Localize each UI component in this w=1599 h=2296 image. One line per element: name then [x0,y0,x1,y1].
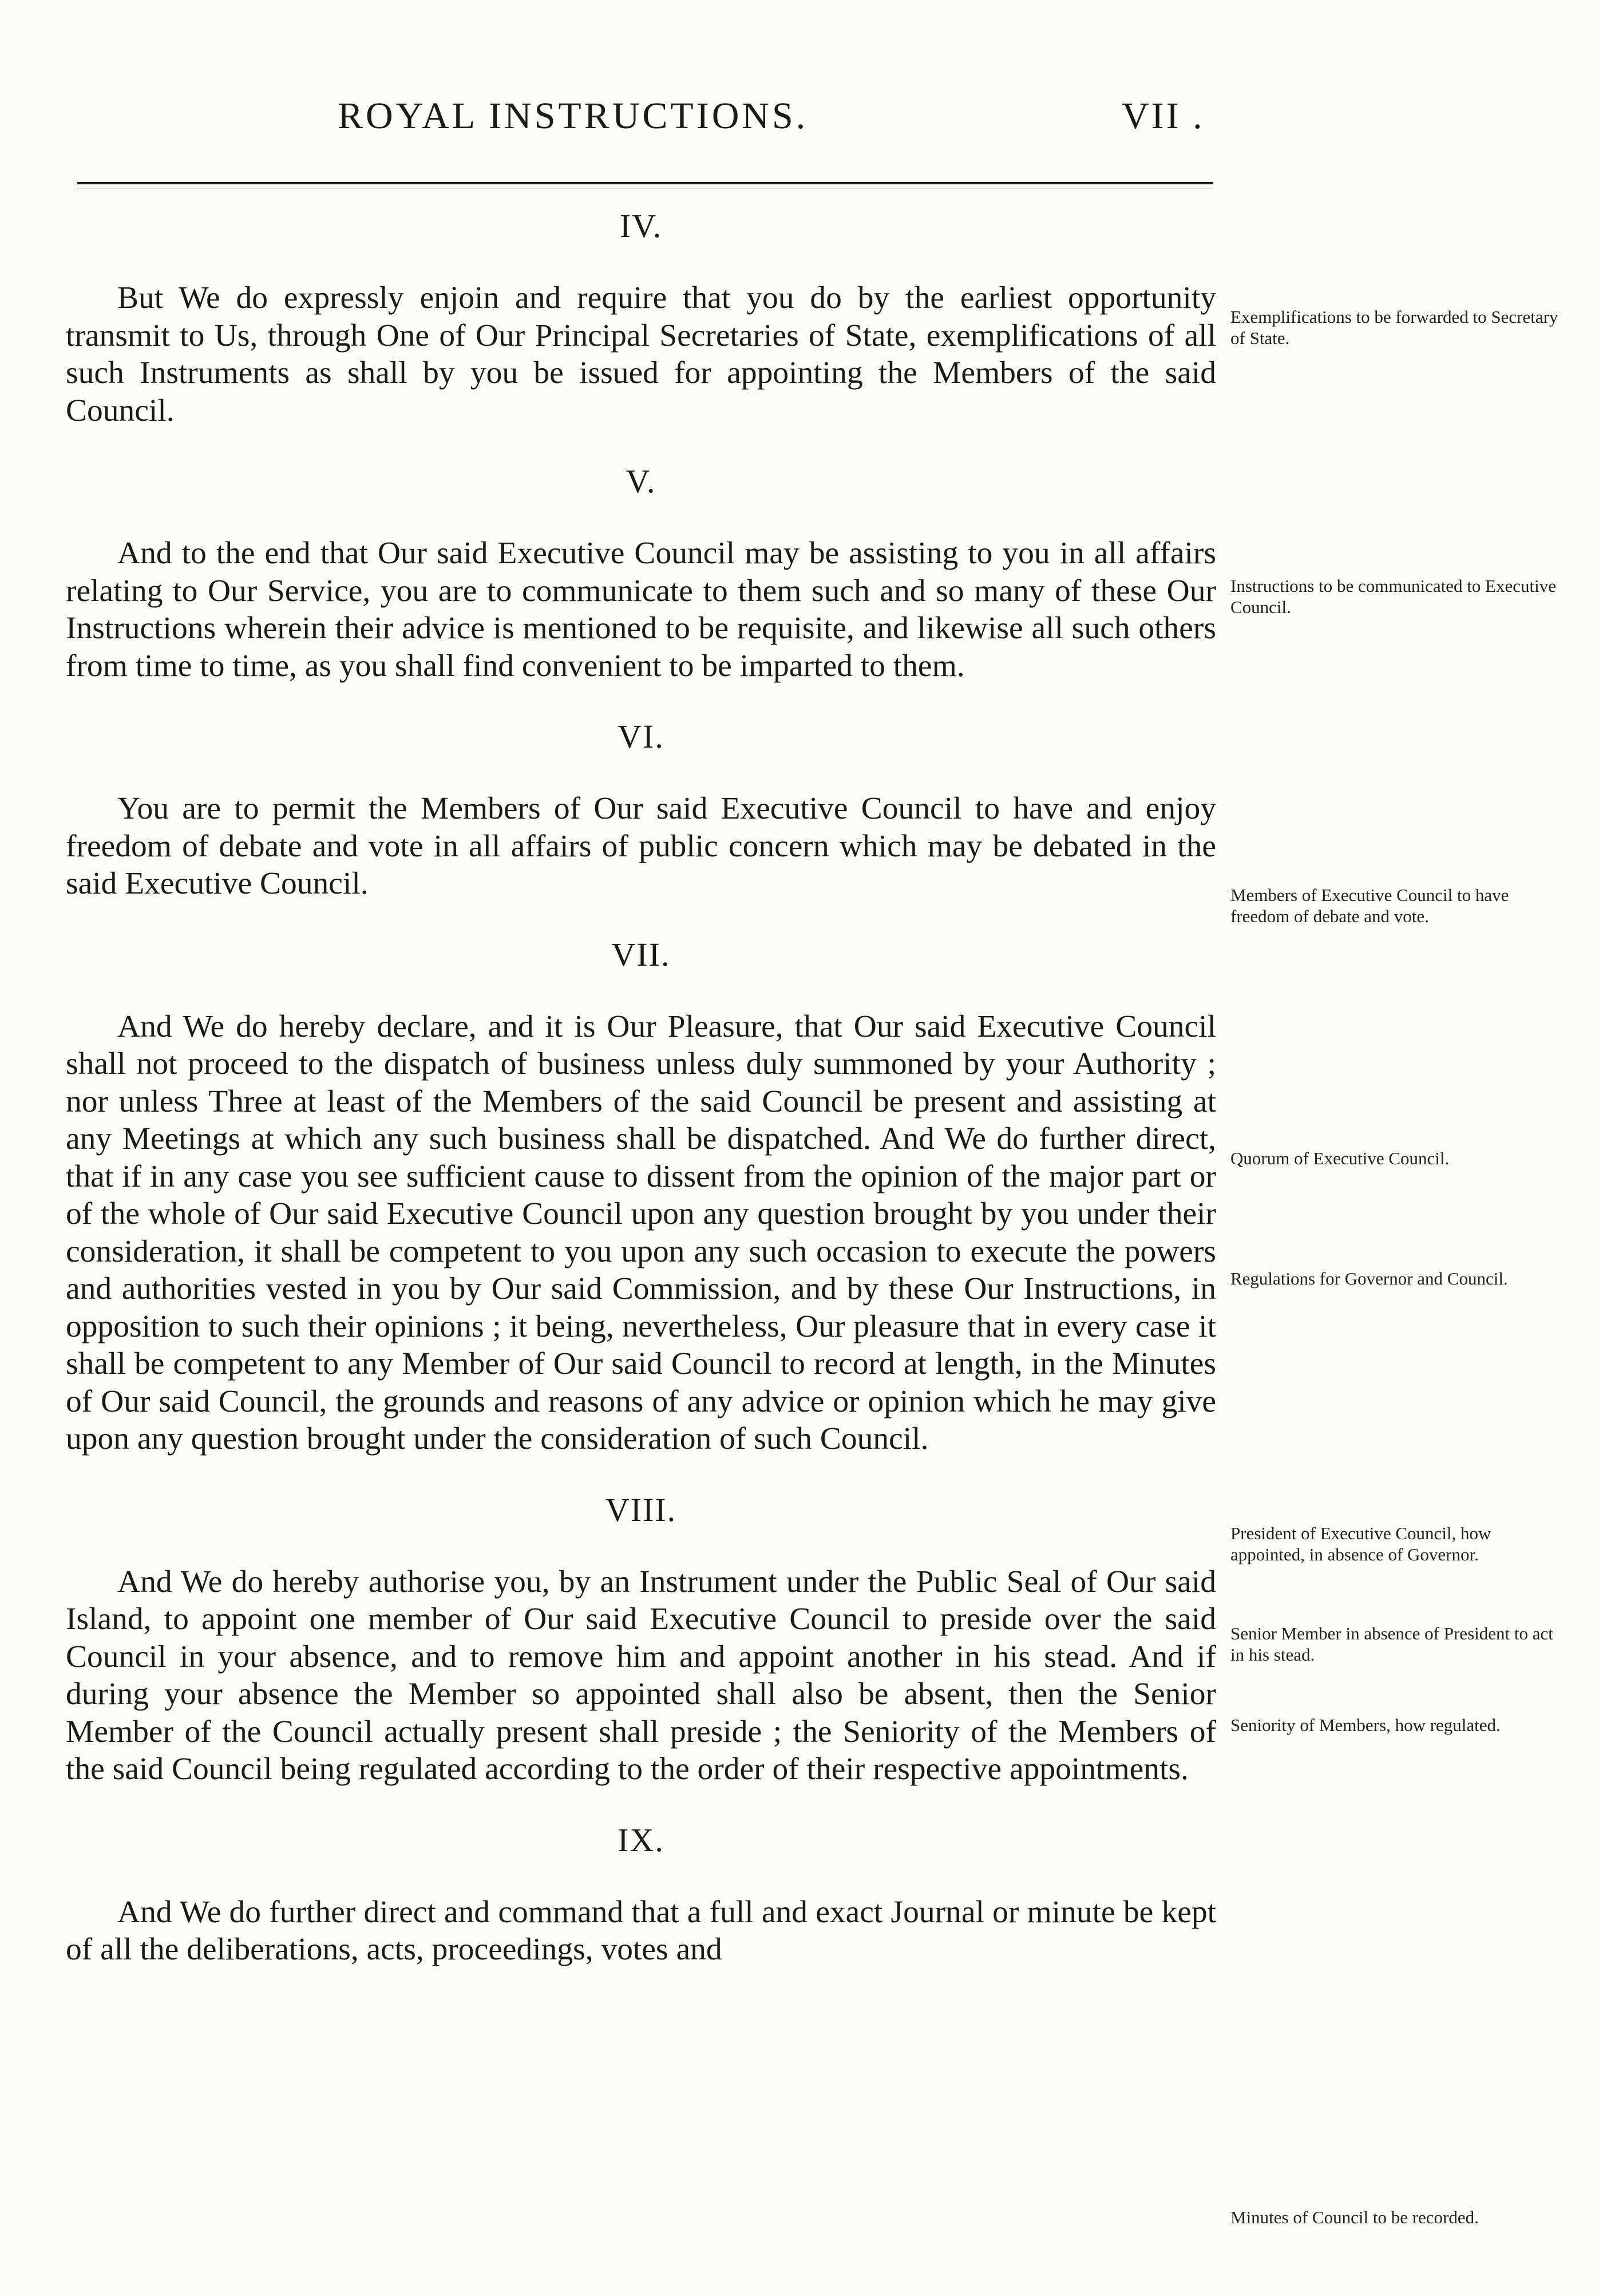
section-paragraph: But We do expressly enjoin and require that you do by the earliest opportunity transmit to Us, through One of Our Principal Secretaries of State, exemplifications of all such Instruments as shall by you be issued for appointing the Members of the said Council. [66,280,1216,428]
section-numeral: V. [626,463,656,500]
section-paragraph: And We do hereby declare, and it is Our Pleasure, that Our said Executive Council shall not proceed to the dispatch of business unless duly summoned by your Authority ; nor unless Three at least of the Members of the said Council be present and assisting at any Meetings at which any such business shall be dispatched. And We do further direct, that if in any case you see sufficient cause to dissent from the opinion of the major part or of the whole of Our said Executive Council upon any question brought by you under their consideration, it shall be competent to you upon any such occasion to execute the powers and authorities vested in you by Our said Commission, and by these Our Instructions, in opposition to such their opinions ; it being, nevertheless, Our pleasure that in every case it shall be competent to any Member of Our said Council to record at length, in the Minutes of Our said Council, the grounds and reasons of any advice or opinion which he may give upon any question brought under the consideration of such Council. [66,1009,1216,1456]
margin-note: Members of Executive Council to have freedom of debate and vote. [1230,885,1509,926]
main-text [66,206,1216,2001]
section-numeral: IV. [619,207,663,244]
margin-note: Minutes of Council to be recorded. [1230,2207,1479,2227]
section-paragraph: And to the end that Our said Executive Council may be assisting to you in all affairs relating to Our Service, you are to communicate to them such and so many of these Our Instructions wherein their advice is mentioned to be requisite, and likewise all such others from time to time, as you shall find convenient to be imparted to them. [66,536,1216,683]
section-paragraph: And We do further direct and command that a full and exact Journal or minute be kept of all the deliberations, acts, proceedings, votes and [66,1894,1216,1967]
margin-note: Quorum of Executive Council. [1230,1148,1450,1168]
margin-note: Exemplifications to be forwarded to Secretary of State. [1230,307,1558,348]
section-paragraph: You are to permit the Members of Our said Executive Council to have and enjoy freedom of debate and vote in all affairs of public concern which may be debated in the said Executive Council. [66,791,1216,901]
section-numeral: VI. [618,718,664,755]
section-vii [66,935,1216,1458]
section-numeral: IX. [618,1821,664,1859]
section-iv [66,206,1216,429]
section-viii [66,1490,1216,1788]
section-paragraph: And We do hereby authorise you, by an Instrument under the Public Seal of Our said Island, to appoint one member of Our said Executive Council to preside over the said Council in your absence, and to remove him and appoint another in his stead. And if during your absence the Member so appointed shall also be absent, then the Senior Member of the Council actually present shall preside ; the Seniority of the Members of the said Council being regulated according to the order of their respective appointments. [66,1564,1216,1787]
page-number: VII . [1122,95,1205,137]
margin-note: Regulations for Governor and Council. [1230,1268,1508,1289]
margin-note: Seniority of Members, how regulated. [1230,1715,1501,1735]
margin-note: Senior Member in absence of President to act in his stead. [1230,1623,1553,1665]
running-head [0,94,1599,152]
running-title: ROYAL INSTRUCTIONS. [338,95,809,137]
section-numeral: VIII. [605,1491,677,1528]
section-v [66,461,1216,685]
margin-note: Instructions to be communicated to Executive Council. [1230,576,1557,617]
section-numeral: VII. [611,935,671,973]
section-vi [66,717,1216,903]
section-ix [66,1820,1216,1969]
header-rule [77,182,1213,184]
margin-note: President of Executive Council, how appointed, in absence of Governor. [1230,1523,1491,1564]
